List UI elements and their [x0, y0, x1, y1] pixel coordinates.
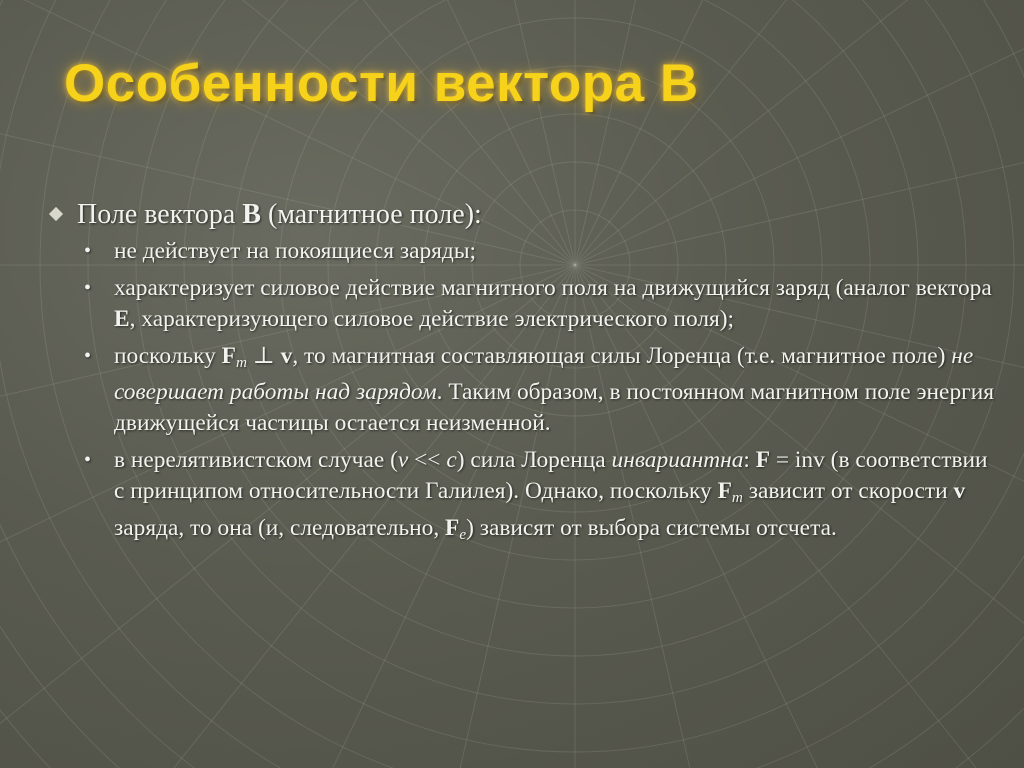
- slide-content: [48, 198, 998, 556]
- sub-bullet-text: не действует на покоящиеся заряды;: [114, 237, 477, 264]
- diamond-bullet-icon: [49, 207, 63, 221]
- sub-bullet-4: [84, 445, 998, 550]
- main-bullet: [48, 198, 998, 232]
- sub-bullet-text: характеризует силовое действие магнитного поля на движущийся заряд (аналог вектора E, характеризующего силовое действие электрического поля);: [114, 274, 992, 332]
- sub-bullet-2: [84, 273, 998, 335]
- sub-bullet-text: в нерелятивистском случае (v << c) сила Лоренца инвариантна: F = inv (в соответствии с принципом относительности Галилея). Однако, поскольку $F_m$ зависит от скорости v заряда, то она (и, следовательно, $F_e$) зависят от выбора системы отсчета.: [114, 447, 988, 543]
- sub-bullet-text: поскольку $F_m$ ⊥ v, то магнитная составляющая силы Лоренца (т.е. магнитное поле) не совершает работы над зарядом. Таким образом, в постоянном магнитном поле энергия движущейся частицы остается неизменной.: [114, 342, 995, 437]
- round-bullet-icon: •: [84, 449, 92, 472]
- slide-title: Особенности вектора B: [64, 54, 699, 113]
- round-bullet-icon: •: [84, 276, 92, 299]
- round-bullet-icon: •: [84, 239, 92, 262]
- round-bullet-icon: •: [84, 344, 92, 367]
- main-bullet-text: Поле вектора B (магнитное поле):: [77, 199, 482, 230]
- sub-bullet-3: [84, 341, 998, 440]
- sub-bullet-1: [84, 236, 998, 267]
